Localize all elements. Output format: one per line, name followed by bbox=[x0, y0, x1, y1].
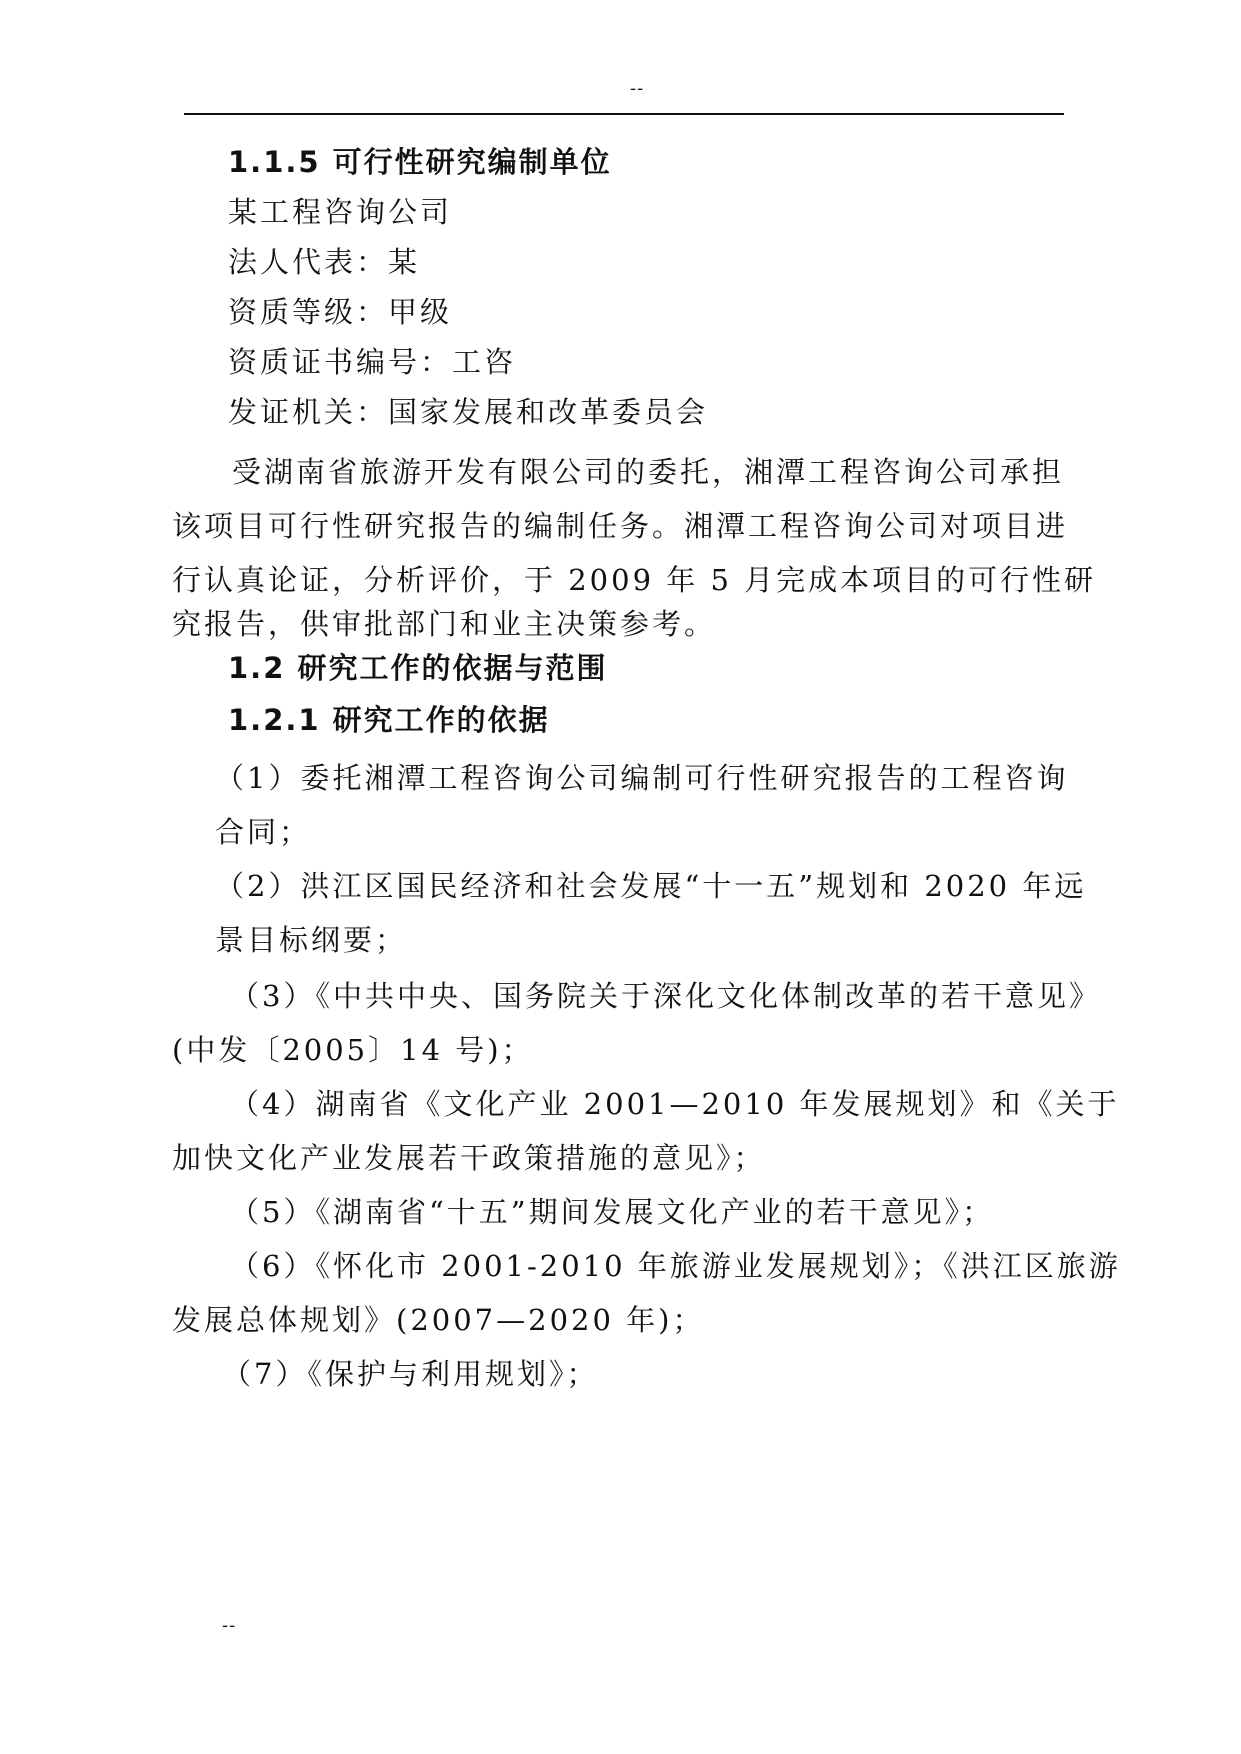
section-heading-1-2-1: 1.2.1 研究工作的依据 bbox=[228, 703, 550, 737]
basis-item-4-cont: 加快文化产业发展若干政策措施的意见》； bbox=[172, 1141, 766, 1175]
basis-item-4: （4）湖南省《文化产业 2001—2010 年发展规划》和《关于 bbox=[230, 1087, 1120, 1121]
section-heading-1-1-5: 1.1.5 可行性研究编制单位 bbox=[228, 145, 612, 179]
basis-item-1-cont: 合同； bbox=[215, 815, 312, 849]
basis-item-3-cont: (中发〔2005〕14 号)； bbox=[172, 1033, 534, 1067]
paragraph-line: 受湖南省旅游开发有限公司的委托，湘潭工程咨询公司承担 bbox=[232, 455, 1065, 489]
company-name: 某工程咨询公司 bbox=[228, 195, 453, 229]
basis-item-5: （5）《湖南省“十五”期间发展文化产业的若干意见》； bbox=[230, 1195, 995, 1229]
paragraph-line: 行认真论证，分析评价，于 2009 年 5 月完成本项目的可行性研 bbox=[172, 563, 1097, 597]
section-heading-1-2: 1.2 研究工作的依据与范围 bbox=[228, 651, 608, 685]
basis-item-6-cont: 发展总体规划》(2007—2020 年)； bbox=[172, 1303, 705, 1337]
paragraph-line: 究报告，供审批部门和业主决策参考。 bbox=[172, 607, 717, 641]
basis-item-7: （7）《保护与利用规划》； bbox=[222, 1357, 599, 1391]
qualification-grade: 资质等级：甲级 bbox=[228, 295, 453, 329]
footer-mark: -- bbox=[222, 1615, 237, 1636]
header-mark: -- bbox=[630, 78, 645, 99]
basis-item-6: （6）《怀化市 2001-2010 年旅游业发展规划》；《洪江区旅游 bbox=[230, 1249, 1121, 1283]
certificate-number: 资质证书编号：工咨 bbox=[228, 345, 517, 379]
legal-representative: 法人代表：某 bbox=[228, 245, 421, 279]
basis-item-1: （1）委托湘潭工程咨询公司编制可行性研究报告的工程咨询 bbox=[215, 761, 1069, 795]
basis-item-2: （2）洪江区国民经济和社会发展“十一五”规划和 2020 年远 bbox=[215, 869, 1087, 903]
header-rule bbox=[184, 113, 1064, 115]
basis-item-2-cont: 景目标纲要； bbox=[215, 923, 408, 957]
basis-item-3: （3）《中共中央、国务院关于深化文化体制改革的若干意见》 bbox=[230, 979, 1101, 1013]
paragraph-line: 该项目可行性研究报告的编制任务。湘潭工程咨询公司对项目进 bbox=[172, 509, 1069, 543]
issuing-authority: 发证机关：国家发展和改革委员会 bbox=[228, 395, 709, 429]
